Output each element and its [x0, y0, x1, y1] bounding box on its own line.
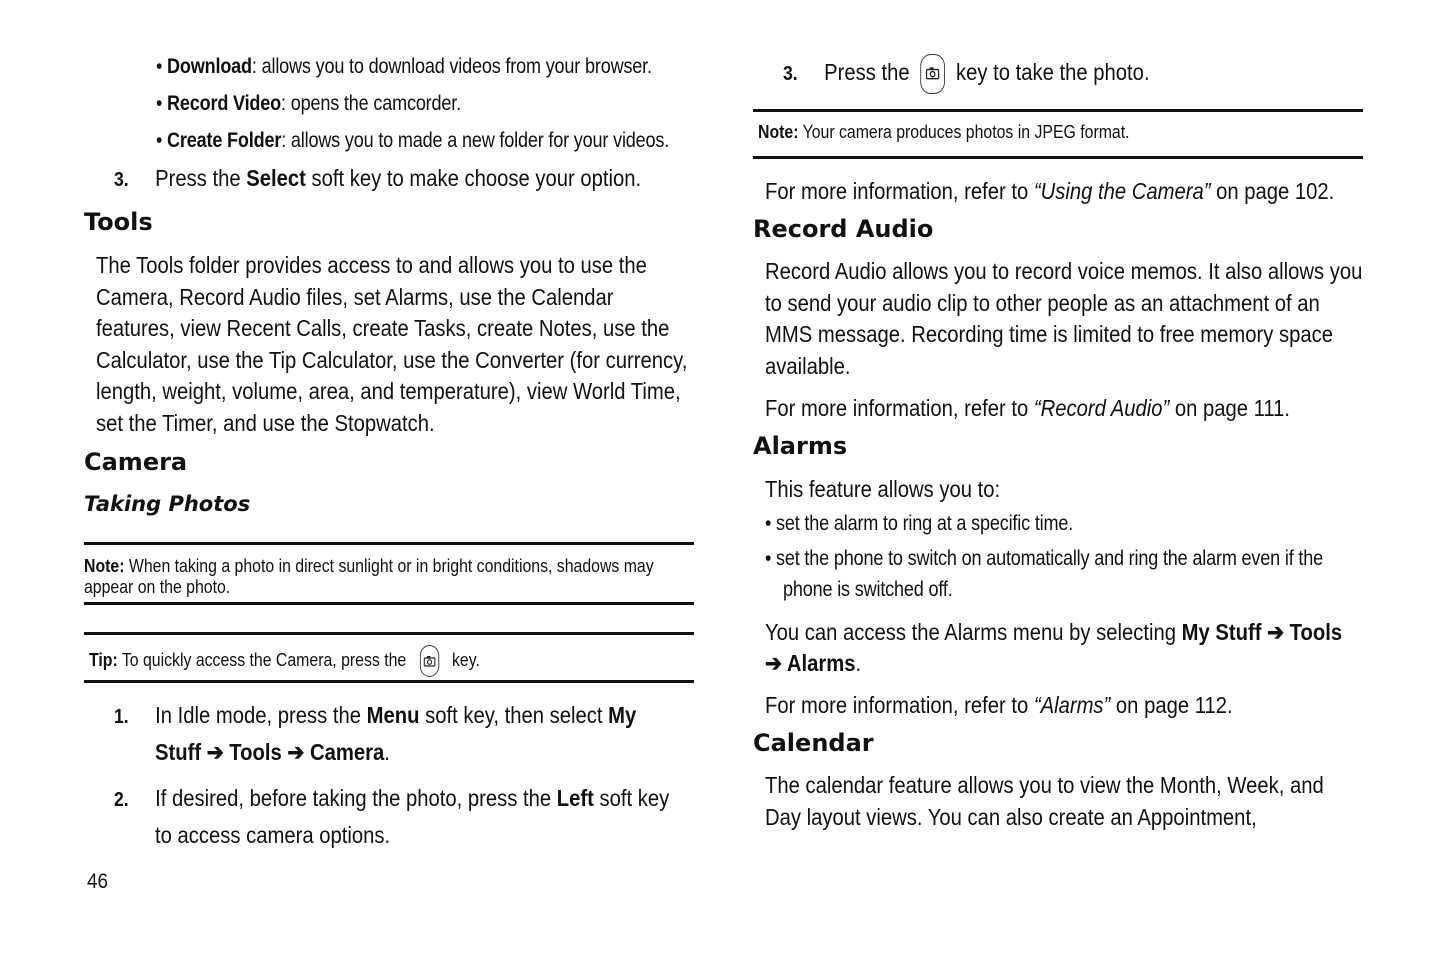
calendar-heading: Calendar — [753, 729, 874, 757]
note-bottom-rule — [84, 602, 694, 605]
note-jpeg: Note: Your camera produces photos in JPEG format. — [758, 122, 1130, 142]
tools-body: The Tools folder provides access to and allows you to use the Camera, Record Audio files, set Alarms, use the Calendar features, view Recent Calls, create Tasks, create Notes, use the Calculator, use the Tip Calculator, use the Converter (for currency, length, weight, volume, area, and temperature), view World Time, set the Timer, and use the Stopwatch. — [96, 252, 688, 436]
camera-key-icon — [920, 54, 945, 94]
right-note-top-rule — [753, 109, 1363, 112]
alarms-access: You can access the Alarms menu by selecting My Stuff ➔ Tools — [765, 619, 1343, 645]
alarms-reference: For more information, refer to “Alarms” on page 112. — [765, 692, 1233, 718]
alarms-access-line2: ➔ Alarms. — [765, 650, 862, 676]
step-1-idle: 1. In Idle mode, press the Menu soft key, then select My — [114, 702, 637, 728]
note-top-rule — [84, 542, 694, 545]
step-1-line2: Stuff ➔ Tools ➔ Camera. — [155, 739, 390, 765]
step-3-take-photo: 3. Press the key to take the photo. — [783, 54, 1150, 94]
alarms-intro: This feature allows you to: — [765, 476, 1001, 502]
camera-heading: Camera — [84, 448, 188, 476]
camera-key-icon — [419, 645, 438, 677]
tools-heading: Tools — [84, 208, 153, 236]
alarms-heading: Alarms — [753, 432, 848, 460]
page-number: 46 — [87, 870, 109, 893]
step-2-left: 2. If desired, before taking the photo, press the Left soft key — [114, 785, 670, 811]
bullet-download: • Download: allows you to download videos from your browser. — [156, 55, 652, 78]
alarm-bullet-switch-on-line2: phone is switched off. — [783, 578, 953, 601]
record-audio-reference: For more information, refer to “Record Audio” on page 111. — [765, 395, 1291, 421]
alarm-bullet-ring: • set the alarm to ring at a specific time. — [765, 512, 1074, 535]
right-note-bottom-rule — [753, 156, 1363, 159]
note-sunlight: Note: When taking a photo in direct sunlight or in bright conditions, shadows may appear on the photo. — [84, 556, 654, 597]
tip-camera: Tip: To quickly access the Camera, press the key. — [89, 645, 480, 677]
tip-bottom-rule — [84, 680, 694, 683]
bullet-create-folder: • Create Folder: allows you to made a new folder for your videos. — [156, 129, 670, 152]
calendar-body: The calendar feature allows you to view the Month, Week, and Day layout views. You can also create an Appointment, — [765, 772, 1324, 830]
camera-reference: For more information, refer to “Using the Camera” on page 102. — [765, 178, 1335, 204]
step-3-select: 3. Press the Select soft key to make choose your option. — [114, 165, 642, 191]
step-2-line2: to access camera options. — [155, 822, 391, 848]
alarm-bullet-switch-on: • set the phone to switch on automatically and ring the alarm even if the — [765, 547, 1323, 570]
record-audio-body: Record Audio allows you to record voice memos. It also allows you to send your audio clip to other people as an attachment of an MMS message. Recording time is limited to free memory space available. — [765, 258, 1363, 379]
record-audio-heading: Record Audio — [753, 215, 934, 243]
tip-top-rule — [84, 632, 694, 635]
bullet-record-video: • Record Video: opens the camcorder. — [156, 92, 461, 115]
taking-photos-heading: Taking Photos — [84, 492, 251, 516]
